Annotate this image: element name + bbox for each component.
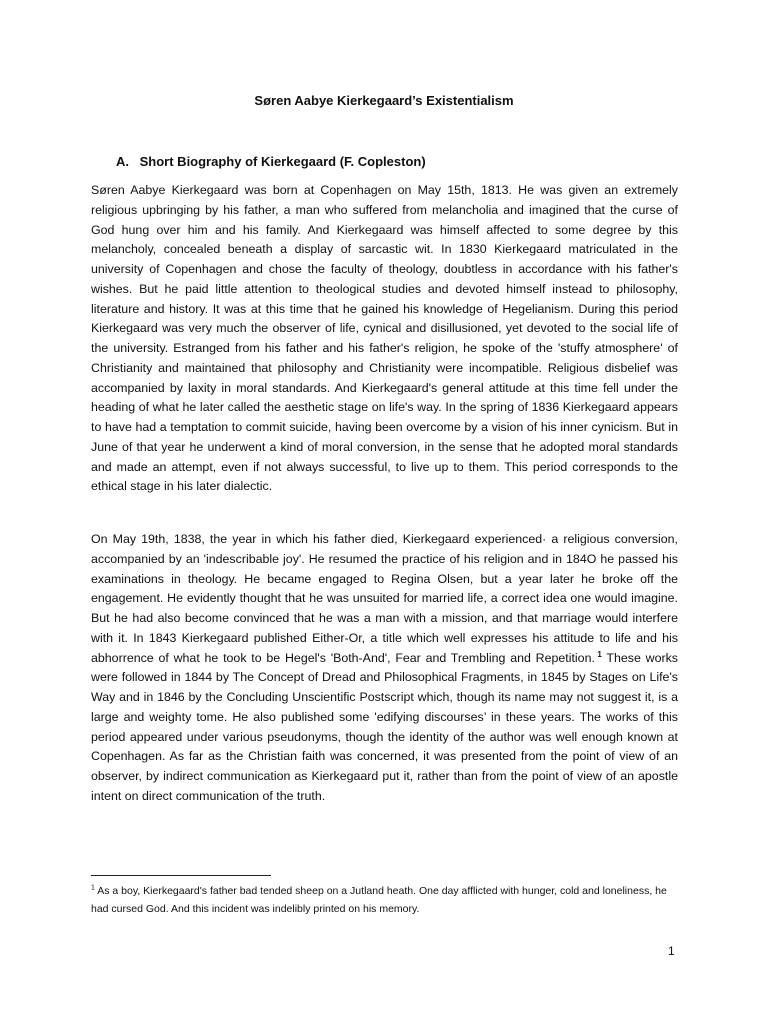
footnote-reference[interactable]: 1 <box>597 649 602 659</box>
paragraph-2-text <box>91 530 678 807</box>
paragraph-2-text-after-note: These works were followed in 1844 by The Concept of Dread and Philosophical Fragments, in 1845 by Stages on Life's Way and in 1846 by the Concluding Unscientific Postscript which, though its name may not suggest it, is a large and weighty tome. He also published some 'edifying discourses’ in these years. The works of this period appeared under various pseudonyms, though the identity of the author was well enough known at Copenhagen. As far as the Christian faith was concerned, it was presented from the point of view of an observer, by indirect communication as Kierkegaard put it, rather than from the point of view of an apostle intent on direct communication of the truth. <box>91 650 678 803</box>
section-letter: A. <box>116 154 129 169</box>
paragraph-1 <box>91 181 678 497</box>
section-heading-text: Short Biography of Kierkegaard (F. Copleston) <box>139 154 426 169</box>
paragraph-2 <box>91 530 678 807</box>
footnote-separator <box>91 875 271 876</box>
paragraph-2-text-before-note: On May 19th, 1838, the year in which his father died, Kierkegaard experienced· a religious conversion, accompanied by an 'indescribable joy'. He resumed the practice of his religion and in 184O he passed his examinations in theology. He became engaged to Regina Olsen, but a year later he broke off the engagement. He evidently thought that he was unsuited for married life, a correct idea one would imagine. But he had also become convinced that he was a man with a mission, and that marriage would interfere with it. In 1843 Kierkegaard published Either-Or, a title which well expresses his attitude to life and his abhorrence of what he took to be Hegel's 'Both-And', Fear and Trembling and Repetition. <box>91 532 678 665</box>
paragraph-1-text: Søren Aabye Kierkegaard was born at Copenhagen on May 15th, 1813. He was given an extremely religious upbringing by his father, a man who suffered from melancholia and imagined that the curse of God hung over him and his family. And Kierkegaard was himself affected to some degree by this melancholy, concealed beneath a display of sarcastic wit. In 1830 Kierkegaard matriculated in the university of Copenhagen and chose the faculty of theology, doubtless in accordance with his father's wishes. But he paid little attention to theological studies and devoted himself instead to philosophy, literature and history. It was at this time that he gained his knowledge of Hegelianism. During this period Kierkegaard was very much the observer of life, cynical and disillusioned, yet devoted to the social life of the university. Estranged from his father and his father's religion, he spoke of the 'stuffy atmosphere' of Christianity and maintained that philosophy and Christianity were incompatible. Religious disbelief was accompanied by laxity in moral standards. And Kierkegaard's general attitude at this time fell under the heading of what he later called the aesthetic stage on life's way. In the spring of 1836 Kierkegaard appears to have had a temptation to commit suicide, having been overcome by a vision of his inner cynicism. But in June of that year he underwent a kind of moral conversion, in the sense that he adopted moral standards and made an attempt, even if not always successful, to live up to them. This period corresponds to the ethical stage in his later dialectic. <box>91 183 678 494</box>
footnote-number: 1 <box>91 884 95 892</box>
document-title: Søren Aabye Kierkegaard’s Existentialism <box>254 93 514 108</box>
section-heading <box>116 154 426 169</box>
page-number: 1 <box>668 944 675 958</box>
footnote-text: As a boy, Kierkegaard's father bad tended sheep on a Jutland heath. One day afflicted with hunger, cold and loneliness, he had cursed God. And this incident was indelibly printed on his memory. <box>91 885 667 915</box>
footnote <box>91 882 678 918</box>
